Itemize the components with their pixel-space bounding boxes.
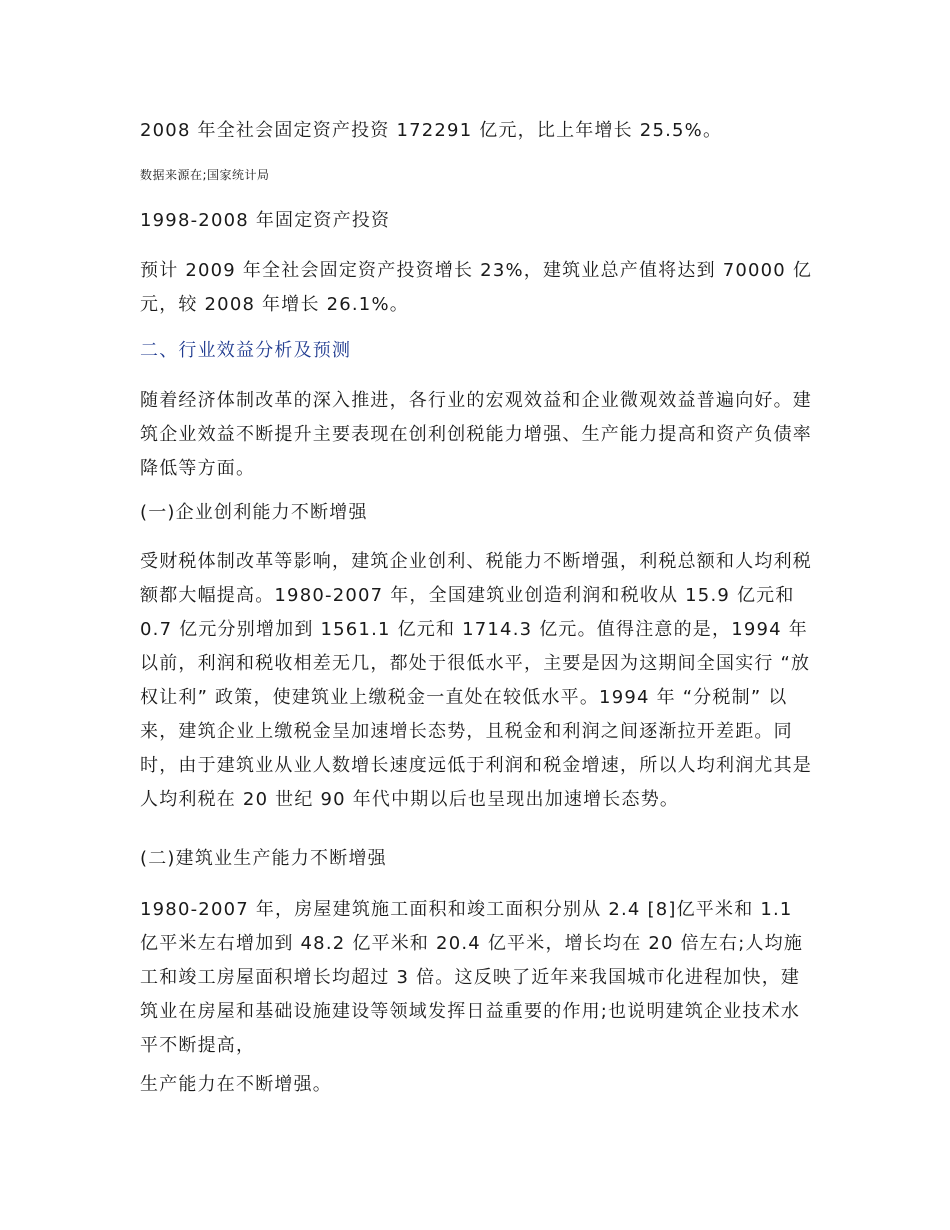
benefit-intro-paragraph: 随着经济体制改革的深入推进，各行业的宏观效益和企业微观效益普遍向好。建筑企业效益不断提升主要表现在创利创税能力增强、生产能力提高和资产负债率降低等方面。 <box>140 390 812 479</box>
subheading-production-capacity: (二)建筑业生产能力不断增强 <box>140 848 387 869</box>
forecast-2009-paragraph: 预计 2009 年全社会固定资产投资增长 23%，建筑业总产值将达到 70000 亿元，较 2008 年增长 26.1%。 <box>140 260 813 315</box>
production-capacity-paragraph: 1980-2007 年，房屋建筑施工面积和竣工面积分别从 2.4 [8]亿平米和 1.1 亿平米左右增加到 48.2 亿平米和 20.4 亿平米，增长均在 20 倍左右;人均施工和竣工房屋面积增长均超过 3 倍。这反映了近年来我国城市化进程加快，建筑业在房屋和基础设施建设等领域发挥日益重要的作用;也说明建筑企业技术水平不断提高， <box>140 899 804 1056</box>
section-heading-benefit-analysis: 二、行业效益分析及预测 <box>140 340 352 361</box>
investment-2008-paragraph: 2008 年全社会固定资产投资 172291 亿元，比上年增长 25.5%。 <box>140 120 723 141</box>
production-capacity-conclusion: 生产能力在不断增强。 <box>140 1074 332 1095</box>
subheading-profit-capacity: (一)企业创利能力不断增强 <box>140 502 368 523</box>
profit-capacity-paragraph: 受财税体制改革等影响，建筑企业创利、税能力不断增强，利税总额和人均利税额都大幅提高。1980-2007 年，全国建筑业创造利润和税收从 15.9 亿元和 0.7 亿元分别增加到 1561.1 亿元和 1714.3 亿元。值得注意的是，1994 年以前，利润和税收相差无几，都处于很低水平，主要是因为这期间全国实行 “放权让利” 政策，使建筑业上缴税金一直处在较低水平。1994 年 “分税制” 以来，建筑企业上缴税金呈加速增长态势，且税金和利润之间逐渐拉开差距。同时，由于建筑业从业人数增长速度远低于利润和税金增速，所以人均利润尤其是人均利税在 20 世纪 90 年代中期以后也呈现出加速增长态势。 <box>140 551 812 810</box>
chart-caption-1998-2008: 1998-2008 年固定资产投资 <box>140 210 391 231</box>
data-source-note: 数据来源在;国家统计局 <box>140 168 270 182</box>
